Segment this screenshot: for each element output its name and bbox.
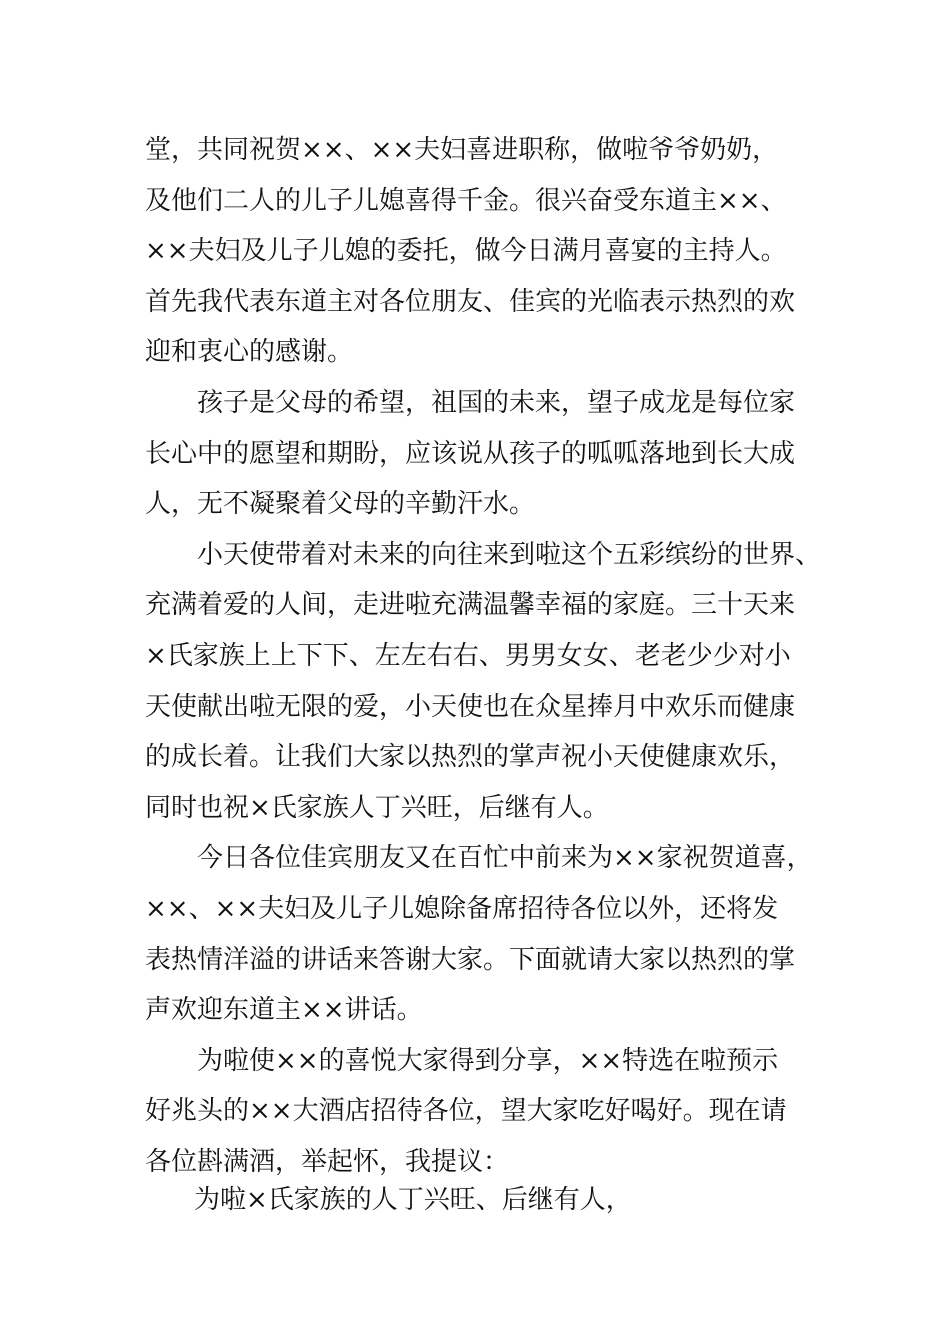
paragraph-2-line-2: 长心中的愿望和期盼，应该说从孩子的呱呱落地到长大成: [145, 438, 796, 469]
paragraph-5-line-1: 为啦使××的喜悦大家得到分享，××特选在啦预示: [197, 1045, 779, 1076]
paragraph-2-line-1: 孩子是父母的希望，祖国的未来，望子成龙是每位家: [197, 387, 796, 418]
paragraph-2-line-3: 人，无不凝聚着父母的辛勤汗水。: [145, 489, 536, 520]
paragraph-4-line-1: 今日各位佳宾朋友又在百忙中前来为××家祝贺道喜，: [197, 843, 813, 874]
paragraph-1-line-1: 堂，共同祝贺××、××夫妇喜进职称，做啦爷爷奶奶，: [145, 135, 779, 165]
paragraph-5-line-2: 好兆头的××大酒店招待各位，望大家吃好喝好。现在请: [145, 1096, 787, 1127]
paragraph-4-line-2: ××、××夫妇及儿子儿媳除备席招待各位以外，还将发: [145, 893, 779, 924]
closing-line: 为啦×氏家族的人丁兴旺、后继有人，: [194, 1185, 632, 1215]
paragraph-3-line-6: 同时也祝×氏家族人丁兴旺，后继有人。: [145, 792, 609, 823]
paragraph-4-line-4: 声欢迎东道主××讲话。: [145, 995, 423, 1026]
paragraph-1-line-3: ××夫妇及儿子儿媳的委托，做今日满月喜宴的主持人。: [145, 236, 787, 267]
paragraph-5-line-3: 各位斟满酒，举起怀，我提议：: [145, 1146, 510, 1177]
paragraph-3-line-5: 的成长着。让我们大家以热烈的掌声祝小天使健康欢乐，: [145, 742, 796, 773]
paragraph-4-line-3: 表热情洋溢的讲话来答谢大家。下面就请大家以热烈的掌: [145, 944, 796, 975]
paragraph-1-line-5: 迎和衷心的感谢。: [145, 337, 354, 368]
document-body: [145, 125, 822, 1187]
paragraph-1-line-4: 首先我代表东道主对各位朋友、佳宾的光临表示热烈的欢: [145, 286, 796, 317]
paragraph-3-line-1: 小天使带着对未来的向往来到啦这个五彩缤纷的世界、: [197, 539, 822, 570]
paragraph-3-line-4: 天使献出啦无限的爱，小天使也在众星捧月中欢乐而健康: [145, 691, 796, 722]
paragraph-1-line-2: 及他们二人的儿子儿媳喜得千金。很兴奋受东道主××、: [145, 185, 787, 216]
paragraph-3-line-3: ×氏家族上上下下、左左右右、男男女女、老老少少对小: [145, 640, 791, 671]
paragraph-3-line-2: 充满着爱的人间，走进啦充满温馨幸福的家庭。三十天来: [145, 590, 796, 621]
